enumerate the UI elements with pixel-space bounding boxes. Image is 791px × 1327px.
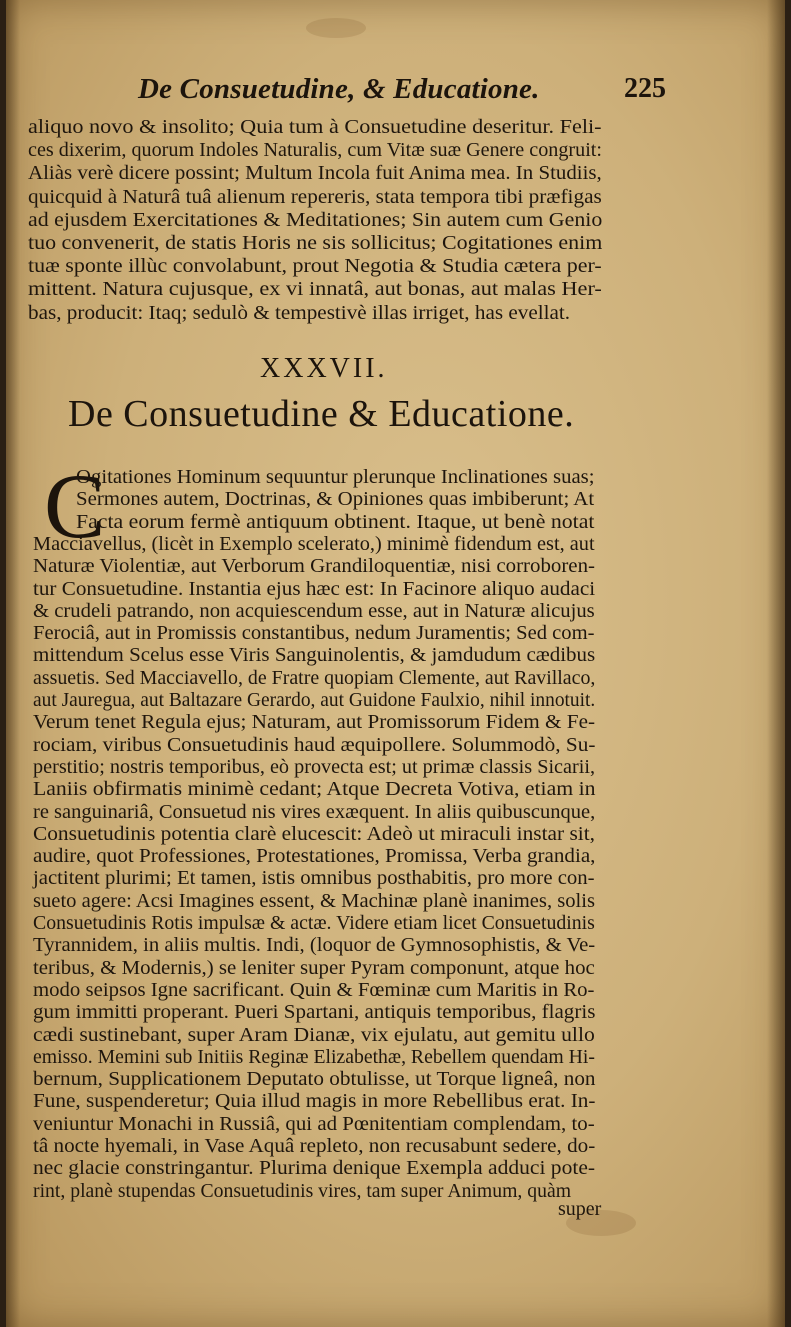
text-line: gum immitti properant. Pueri Spartani, antiquis temporibus, flagris [33, 1001, 596, 1024]
text-line: cædi sustinebant, super Aram Dianæ, vix ejulatu, aut gemitu ullo [33, 1023, 595, 1046]
text-line: re sanguinariâ, Consuetud nis vires exæquent. In aliis quibuscunque, [33, 800, 596, 823]
text-line: bernum, Supplicationem Deputato obtulisse, ut Torque ligneâ, non [33, 1068, 596, 1091]
chapter-title: De Consuetudine & Educatione. [68, 393, 575, 435]
text-line: aliquo novo & insolito; Quia tum à Consuetudine deseritur. Feli- [28, 116, 602, 138]
text-line: ad ejusdem Exercitationes & Meditationes; Sin autem cum Genio [28, 208, 603, 231]
text-line: tuæ sponte illùc convolabunt, prout Negotia & Studia cætera per- [28, 255, 602, 278]
text-line: bas, producit: Itaq; sedulò & tempestivè illas irriget, has evellat. [28, 301, 571, 324]
text-line: Consuetudinis potentia clarè elucescit: Adeò ut miraculi instar sit, [33, 822, 595, 845]
text-line: assuetis. Sed Macciavello, de Fratre quopiam Clemente, aut Ravillaco, [33, 666, 596, 689]
page-right-shadow [767, 0, 785, 1327]
page-left-shadow [6, 0, 20, 1327]
text-line: Sermones autem, Doctrinas, & Opiniones quas imbiberunt; At [76, 488, 595, 511]
text-line: mittent. Natura cujusque, ex vi innatâ, aut bonas, aut malas Her- [28, 278, 602, 301]
text-line: Verum tenet Regula ejus; Naturam, aut Promissorum Fidem & Fe- [33, 711, 596, 734]
text-line: nec glacie constringantur. Plurima denique Exempla adduci pote- [33, 1157, 596, 1180]
text-line: modo seipsos Igne sacrificant. Quin & Fœminæ cum Maritis in Ro- [33, 978, 595, 1001]
text-line: Tyrannidem, in aliis multis. Indi, (loquor de Gymnosophistis, & Ve- [33, 934, 596, 957]
text-line: rociam, viribus Consuetudinis haud æquipollere. Solummodò, Su- [33, 733, 596, 756]
text-line: Fune, suspenderetur; Quia illud magis in more Rebellibus erat. In- [33, 1090, 596, 1113]
paper-stain [306, 18, 366, 38]
text-line: tur Consuetudine. Instantia ejus hæc est: In Facinore aliquo audaci [33, 577, 596, 600]
text-line: aut Jauregua, aut Baltazare Gerardo, aut Guidone Faulxio, nihil innotuit. [33, 689, 596, 711]
running-head: De Consuetudine, & Educatione. [138, 73, 540, 105]
text-line: tâ nocte hyemali, in Vase Aquâ repleto, non recusabunt sedere, do- [33, 1135, 596, 1157]
text-line: Ogitationes Hominum sequuntur plerunque Inclinationes suas; [76, 466, 595, 488]
text-line: Laniis obfirmatis minimè cedant; Atque Decreta Votiva, etiam in [33, 778, 596, 801]
text-line: audire, quot Professiones, Protestationes, Promissa, Verba grandia, [33, 845, 596, 868]
text-line: perstitio; nostris temporibus, eò provecta est; ut primæ classis Sicarii, [33, 755, 596, 778]
text-line: & crudeli patrando, non acquiescendum esse, aut in Naturæ alicujus [33, 599, 595, 622]
text-line: emisso. Memini sub Initiis Reginæ Elizabethæ, Rebellem quendam Hi- [33, 1045, 595, 1068]
text-line: Aliàs verè dicere possint; Multum Incola fuit Anima mea. In Studiis, [28, 162, 602, 185]
text-line: jactitent plurimi; Et tamen, istis omnibus posthabitis, pro more con- [33, 867, 595, 890]
book-page [6, 0, 785, 1327]
text-line: teribus, & Modernis,) se leniter super Pyram componunt, atque hoc [33, 956, 595, 979]
chapter-number: XXXVII. [260, 353, 388, 384]
text-line: Macciavellus, (licèt in Exemplo scelerato,) minimè fidendum est, aut [33, 532, 595, 555]
text-line: Facta eorum fermè antiquum obtinent. Itaque, ut benè notat [76, 510, 595, 533]
catchword: super [558, 1198, 602, 1220]
text-line: Ferociâ, aut in Promissis constantibus, nedum Juramentis; Sed com- [33, 622, 595, 645]
text-line: sueto agere: Acsi Imagines essent, & Machinæ planè inanimes, solis [33, 889, 595, 912]
text-line: veniuntur Monachi in Russiâ, qui ad Pœnitentiam complendam, to- [33, 1112, 595, 1135]
text-line: rint, planè stupendas Consuetudinis vires, tam super Animum, quàm [33, 1179, 572, 1202]
drop-cap: C [44, 455, 106, 557]
text-line: ces dixerim, quorum Indoles Naturalis, cum Vitæ suæ Genere congruit: [28, 139, 602, 162]
text-line: tuo convenerit, de statis Horis ne sis sollicitus; Cogitationes enim [28, 232, 603, 254]
text-line: quicquid à Naturâ tuâ alienum repereris, stata tempora tibi præfigas [28, 185, 602, 208]
text-line: Naturæ Violentiæ, aut Verborum Grandiloquentiæ, nisi corroboren- [33, 555, 595, 578]
text-line: mittendum Scelus esse Viris Sanguinolentis, & jamdudum cædibus [33, 644, 596, 667]
page-number: 225 [624, 73, 666, 104]
text-line: Consuetudinis Rotis impulsæ & actæ. Videre etiam licet Consuetudinis [33, 912, 595, 934]
